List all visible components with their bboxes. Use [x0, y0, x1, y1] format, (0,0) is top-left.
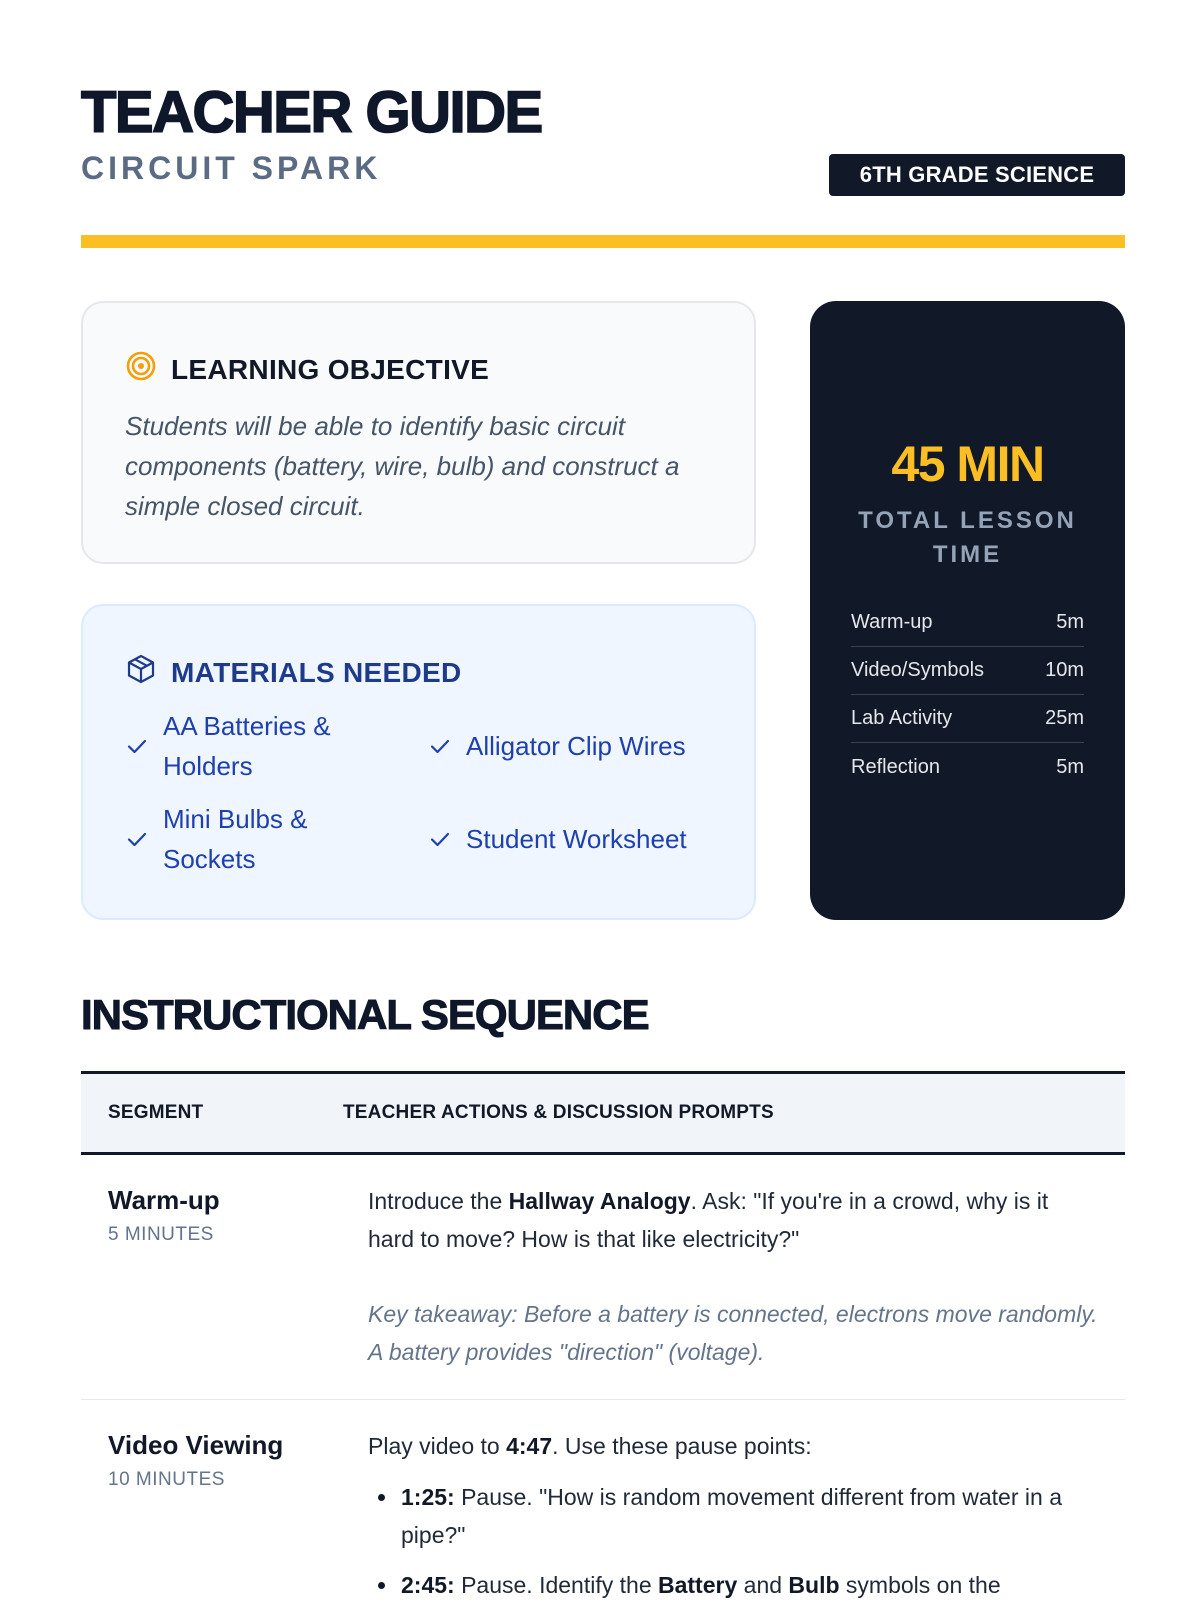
time-duration: 5m — [1056, 755, 1084, 778]
table-header — [81, 1071, 1125, 1155]
time-duration: 10m — [1045, 659, 1084, 681]
material-item — [125, 706, 375, 786]
time-segment: Lab Activity — [851, 707, 953, 729]
materials-heading — [125, 653, 462, 692]
time-row — [851, 599, 1084, 647]
pause-time: 2:45: — [401, 1572, 455, 1598]
check-icon — [428, 827, 452, 851]
time-row — [851, 695, 1084, 743]
segment-name: Warm-up — [108, 1185, 220, 1215]
page-subtitle: CIRCUIT SPARK — [81, 150, 382, 186]
segment-name: Video Viewing — [108, 1430, 284, 1460]
check-icon — [428, 734, 452, 758]
check-icon — [125, 827, 149, 851]
learning-objective-card — [81, 301, 756, 564]
emphasis: Hallway Analogy — [508, 1188, 691, 1214]
pause-point — [368, 1566, 1098, 1600]
materials-card — [81, 604, 756, 920]
page-title: TEACHER GUIDE — [81, 80, 542, 145]
emphasis: 4:47 — [506, 1433, 553, 1459]
pause-points-list — [368, 1478, 1098, 1600]
time-row — [851, 647, 1084, 695]
segment-instructions — [368, 1182, 1098, 1258]
table-row — [81, 1155, 1125, 1400]
text-run: . Ask: "If you're in a crowd, why is it hard to move? How is that like electricity?" — [368, 1188, 1049, 1252]
segment-duration: 5 MINUTES — [108, 1224, 214, 1245]
materials-heading-label: MATERIALS NEEDED — [171, 656, 462, 688]
total-time-value: 45 MIN — [891, 436, 1044, 492]
text-run: symbols on the — [839, 1572, 1001, 1598]
target-icon — [125, 350, 157, 389]
segment-duration: 10 MINUTES — [108, 1469, 225, 1490]
time-breakdown — [851, 599, 1084, 791]
accent-divider — [81, 235, 1125, 248]
box-icon — [125, 653, 157, 692]
text-run: Pause. "How is random movement different from water in a pipe?" — [401, 1484, 1062, 1548]
lesson-time-card — [810, 301, 1125, 920]
time-duration: 5m — [1056, 611, 1084, 633]
material-label: AA Batteries & Holders — [163, 711, 331, 781]
key-takeaway: Key takeaway: Before a battery is connected, electrons move randomly. A battery provides "direction" (voltage). — [368, 1301, 1098, 1365]
column-header-segment: SEGMENT — [108, 1102, 204, 1123]
material-label: Student Worksheet — [466, 824, 687, 854]
column-header-actions: TEACHER ACTIONS & DISCUSSION PROMPTS — [343, 1102, 774, 1123]
material-item — [125, 799, 375, 879]
check-icon — [125, 734, 149, 758]
objective-text: Students will be able to identify basic circuit components (battery, wire, bulb) and construct a simple closed circuit. — [125, 411, 680, 521]
text-run: . Use these pause points: — [552, 1433, 812, 1459]
objective-heading — [125, 350, 489, 389]
time-row — [851, 743, 1084, 791]
pause-point — [368, 1478, 1098, 1554]
material-item — [428, 726, 728, 766]
emphasis: Bulb — [788, 1572, 840, 1598]
emphasis: Battery — [658, 1572, 738, 1598]
sequence-table — [81, 1071, 1125, 1600]
segment-instructions — [368, 1427, 1098, 1465]
material-label: Alligator Clip Wires — [466, 731, 686, 761]
text-run: Pause. Identify the — [454, 1572, 658, 1598]
text-run: and — [737, 1572, 789, 1598]
grade-badge: 6TH GRADE SCIENCE — [829, 154, 1125, 196]
objective-heading-label: LEARNING OBJECTIVE — [171, 353, 490, 385]
text-run: Play video to — [368, 1433, 507, 1459]
pause-time: 1:25: — [401, 1484, 455, 1510]
time-duration: 25m — [1045, 707, 1084, 729]
table-row — [81, 1400, 1125, 1600]
time-segment: Video/Symbols — [851, 659, 985, 681]
text-run: Introduce the — [368, 1188, 509, 1214]
sequence-title: INSTRUCTIONAL SEQUENCE — [81, 991, 649, 1038]
material-label: Mini Bulbs & Sockets — [163, 804, 308, 874]
time-segment: Warm-up — [851, 611, 933, 633]
material-item — [428, 819, 728, 859]
time-segment: Reflection — [851, 755, 940, 778]
total-time-label: TOTAL LESSON TIME — [858, 507, 1077, 568]
